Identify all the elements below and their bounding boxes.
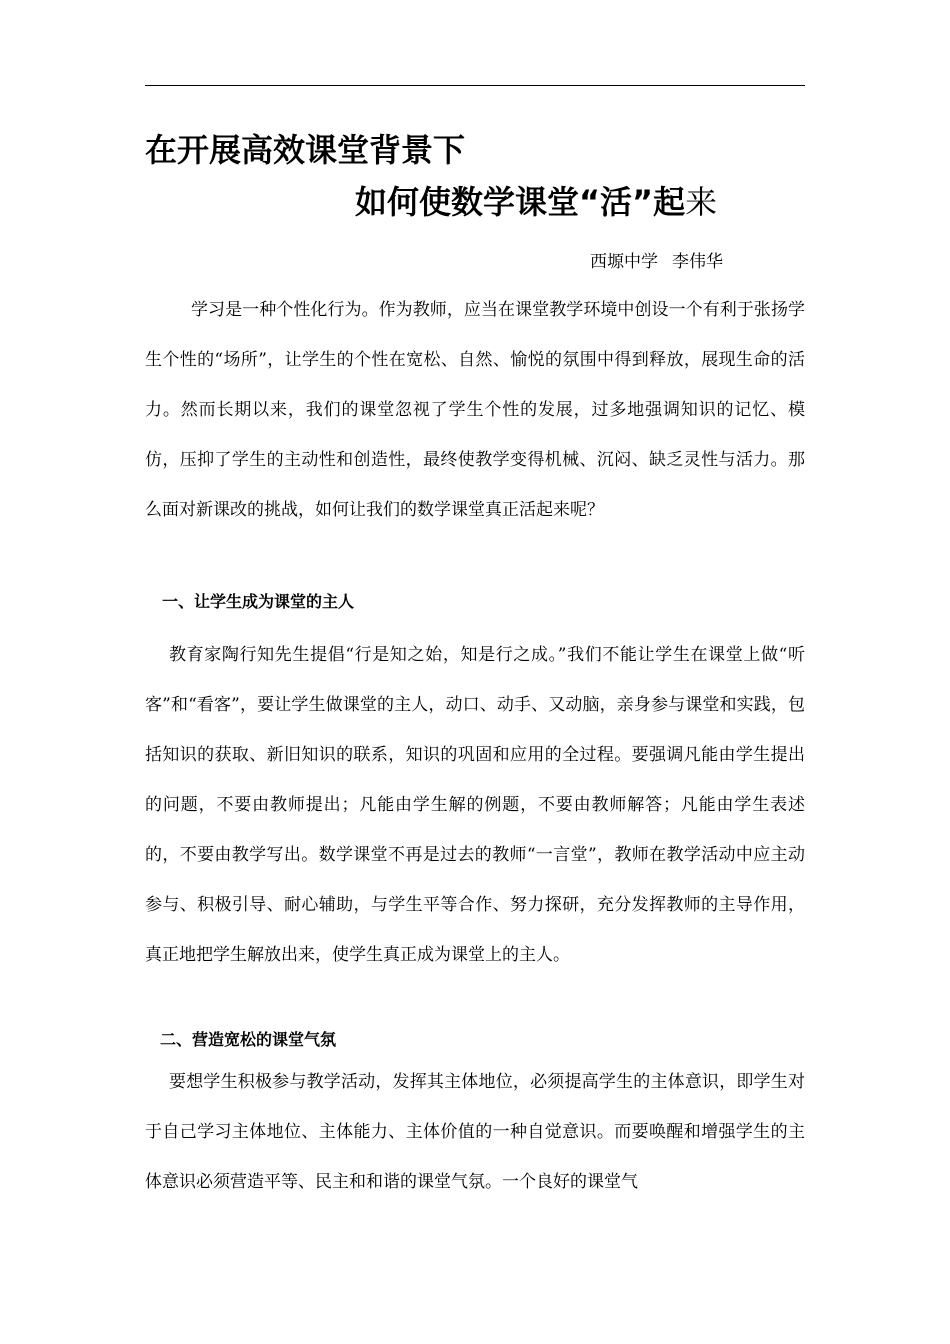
title-line-2 bbox=[355, 180, 717, 224]
byline-school: 西塬中学 bbox=[590, 252, 658, 272]
byline-author: 李伟华 bbox=[672, 252, 723, 272]
title-line-2-bold: 如何使数学课堂“活”起 bbox=[355, 183, 686, 221]
section-heading-2: 二、营造宽松的课堂气氛 bbox=[160, 1030, 337, 1049]
paragraph-section-1: 教育家陶行知先生提倡“行是知之始，知是行之成。”我们不能让学生在课堂上做“听客”和“看客”，要让学生做课堂的主人，动口、动手、又动脑，亲身参与课堂和实践，包括知识的获取、新旧知识的联系，知识的巩固和应用的全过程。要强调凡能由学生提出的问题，不要由教师提出；凡能由学生解的例题，不要由教师解答；凡能由学生表述的，不要由教学写出。数学课堂不再是过去的教师“一言堂”，教师在教学活动中应主动参与、积极引导、耐心辅助，与学生平等合作、努力探研，充分发挥教师的主导作用，真正地把学生解放出来，使学生真正成为课堂上的主人。 bbox=[145, 645, 805, 965]
title-line-1: 在开展高效课堂背景下 bbox=[145, 131, 466, 169]
paragraph-intro: 学习是一种个性化行为。作为教师，应当在课堂教学环境中创设一个有利于张扬学生个性的“场所”，让学生的个性在宽松、自然、愉悦的氛围中得到释放，展现生命的活力。然而长期以来，我们的课堂忽视了学生个性的发展，过多地强调知识的记忆、模仿，压抑了学生的主动性和创造性，最终使教学变得机械、沉闷、缺乏灵性与活力。那么面对新课改的挑战，如何让我们的数学课堂真正活起来呢？ bbox=[145, 300, 805, 520]
title-line-2-light: 来 bbox=[685, 183, 718, 221]
header-rule bbox=[145, 85, 805, 86]
paragraph-section-2: 要想学生积极参与教学活动，发挥其主体地位，必须提高学生的主体意识，即学生对于自己学习主体地位、主体能力、主体价值的一种自觉意识。而要唤醒和增强学生的主体意识必须营造平等、民主和和谐的课堂气氛。一个良好的课堂气 bbox=[145, 1072, 805, 1192]
section-heading-1: 一、让学生成为课堂的主人 bbox=[162, 592, 355, 611]
byline bbox=[590, 248, 723, 276]
